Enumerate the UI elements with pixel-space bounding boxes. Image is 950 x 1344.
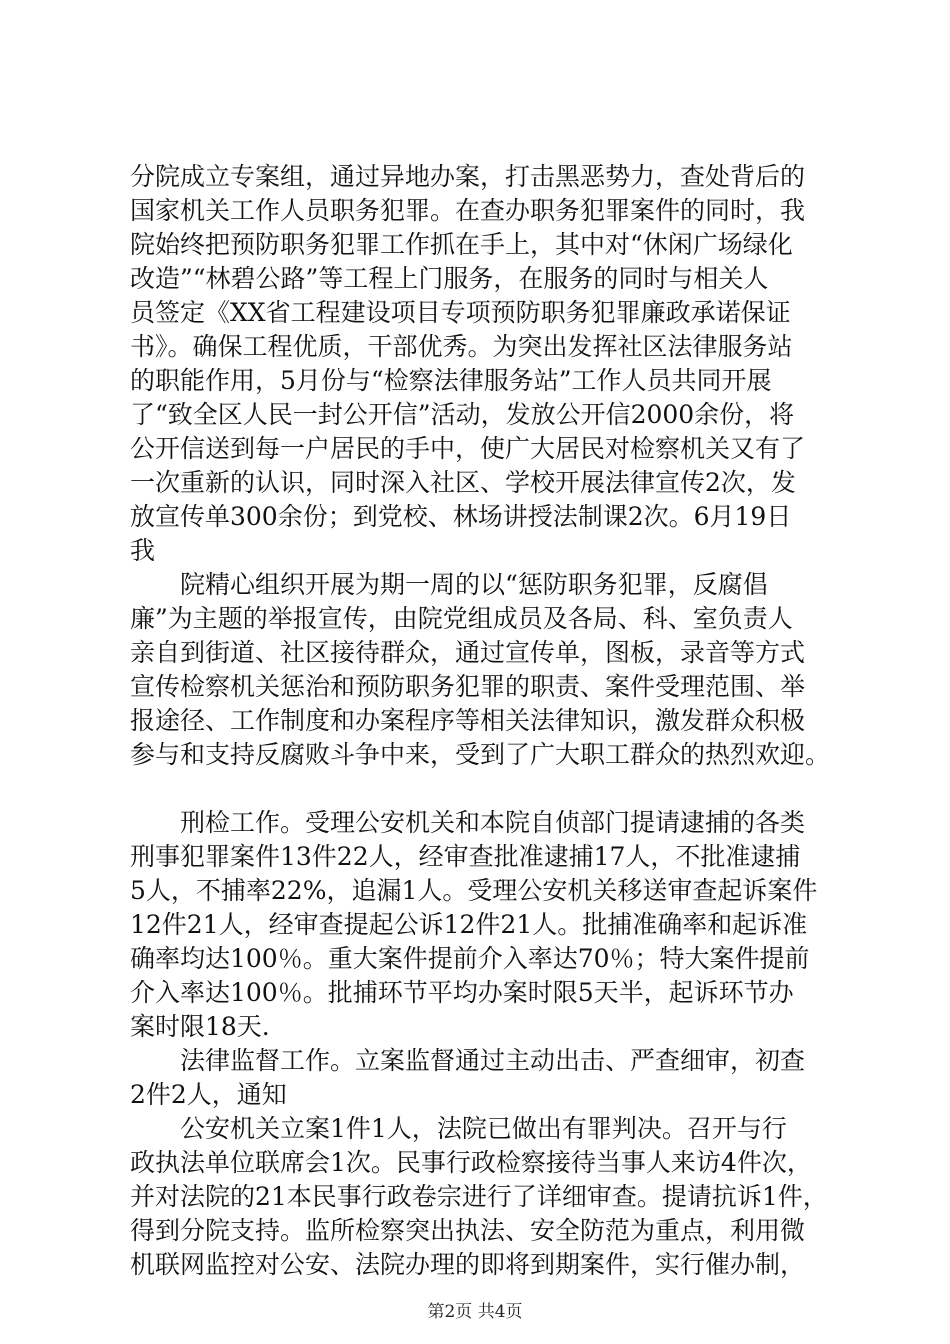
text-line: 刑事犯罪案件13件22人，经审查批准逮捕17人，不批准逮捕: [130, 842, 801, 871]
paragraph-block-2: [130, 568, 830, 772]
text-line: 的职能作用，5月份与“检察法律服务站”工作人员共同开展: [130, 366, 772, 395]
page-footer: [0, 1300, 950, 1324]
paragraph-block-3: [130, 806, 830, 1044]
text-line: 5人，不捕率22%，追漏1人。受理公安机关移送审查起诉案件: [130, 876, 818, 905]
text-line: 确率均达100％。重大案件提前介入率达70％；特大案件提前: [130, 944, 810, 973]
text-line: 书》。确保工程优质，干部优秀。为突出发挥社区法律服务站: [130, 332, 793, 361]
text-line: 介入率达100％。批捕环节平均办案时限5天半，起诉环节办: [130, 978, 794, 1007]
text-line: 并对法院的21本民事行政卷宗进行了详细审查。提请抗诉1件，: [130, 1182, 828, 1211]
text-line: 得到分院支持。监所检察突出执法、安全防范为重点，利用微: [130, 1216, 806, 1245]
text-line: 刑检工作。受理公安机关和本院自侦部门提请逮捕的各类: [130, 808, 806, 837]
text-line: 政执法单位联席会1次。民事行政检察接待当事人来访4件次，: [130, 1148, 812, 1177]
text-line: 机联网监控对公安、法院办理的即将到期案件，实行催办制，: [130, 1250, 806, 1279]
text-line: 12件21人，经审查提起公诉12件21人。批捕准确率和起诉准: [130, 910, 808, 939]
text-line: 了“致全区人民一封公开信”活动，发放公开信2000余份，将: [130, 400, 795, 429]
text-line: 2件2人，通知: [130, 1080, 287, 1109]
page-number: 第2页 共4页: [427, 1302, 523, 1322]
paragraph-block-4: [130, 1044, 830, 1112]
text-line: 宣传检察机关惩治和预防职务犯罪的职责、案件受理范围、举: [130, 672, 806, 701]
text-line: 亲自到街道、社区接待群众，通过宣传单，图板，录音等方式: [130, 638, 806, 667]
paragraph-spacer: [130, 772, 830, 806]
text-line: 改造”“林碧公路”等工程上门服务，在服务的同时与相关人: [130, 264, 769, 293]
text-line: 参与和支持反腐败斗争中来，受到了广大职工群众的热烈欢迎。: [130, 740, 831, 769]
text-line: 我: [130, 536, 156, 565]
text-line: 报途径、工作制度和办案程序等相关法律知识，激发群众积极: [130, 706, 806, 735]
text-line: 一次重新的认识，同时深入社区、学校开展法律宣传2次，发: [130, 468, 796, 497]
text-line: 公安机关立案1件1人，法院已做出有罪判决。召开与行: [130, 1114, 787, 1143]
text-line: 廉”为主题的举报宣传，由院党组成员及各局、科、室负责人: [130, 604, 793, 633]
document-body: [130, 160, 830, 1282]
text-line: 院始终把预防职务犯罪工作抓在手上，其中对“休闲广场绿化: [130, 230, 793, 259]
text-line: 放宣传单300余份；到党校、林场讲授法制课2次。6月19日: [130, 502, 792, 531]
text-line: 国家机关工作人员职务犯罪。在查办职务犯罪案件的同时，我: [130, 196, 806, 225]
text-line: 法律监督工作。立案监督通过主动出击、严查细审，初查: [130, 1046, 806, 1075]
text-line: 案时限18天.: [130, 1012, 270, 1041]
text-line: 员签定《XX省工程建设项目专项预防职务犯罪廉政承诺保证: [130, 298, 791, 327]
paragraph-block-5: [130, 1112, 830, 1282]
text-line: 公开信送到每一户居民的手中，使广大居民对检察机关又有了: [130, 434, 806, 463]
text-line: 分院成立专案组，通过异地办案，打击黑恶势力，查处背后的: [130, 162, 806, 191]
paragraph-block-1: [130, 160, 830, 568]
text-line: 院精心组织开展为期一周的以“惩防职务犯罪，反腐倡: [130, 570, 768, 599]
